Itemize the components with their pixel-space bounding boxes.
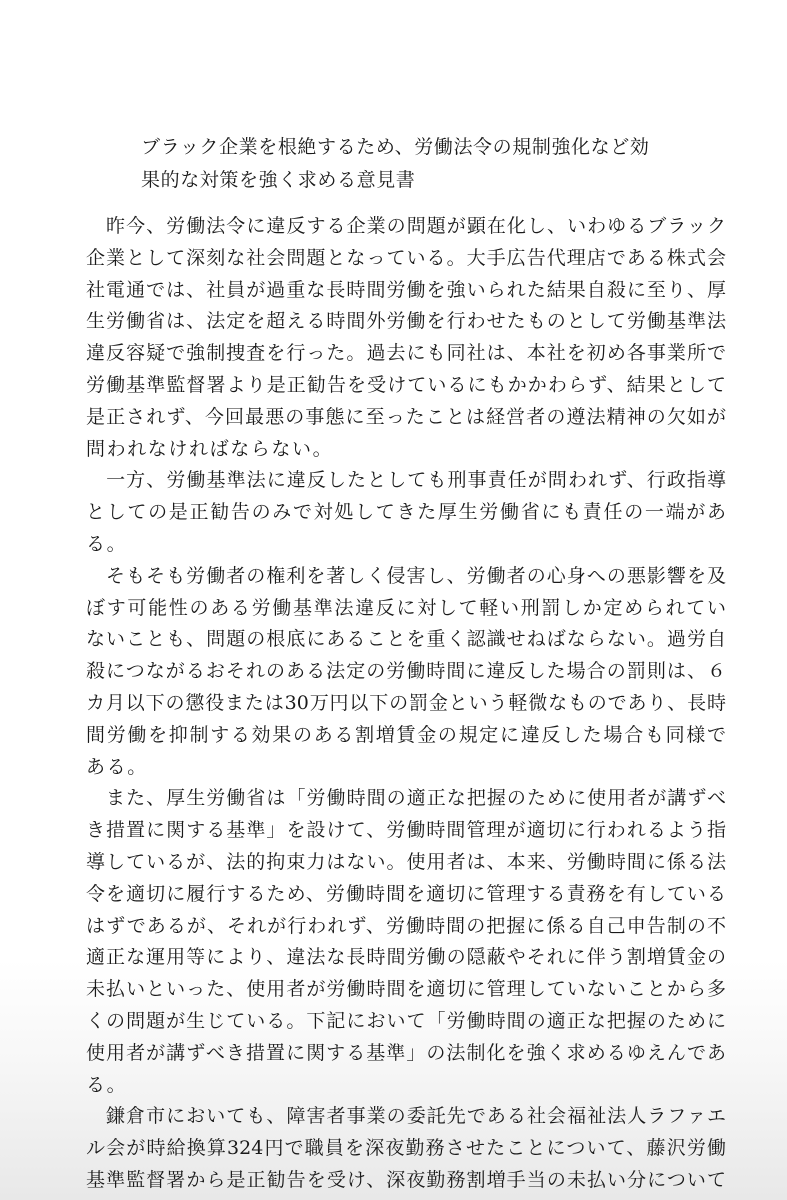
body-line: 令を適切に履行するため、労働時間を適切に管理する責務を有している [86,882,726,905]
body-line: 導しているが、法的拘束力はない。使用者は、本来、労働時間に係る法 [86,850,726,873]
body-line: 使用者が講ずべき措置に関する基準」の法制化を強く求めるゆえんであ [86,1041,726,1064]
body-line: 間労働を抑制する効果のある割増賃金の規定に違反した場合も同様で [86,723,726,746]
document-title [141,131,701,197]
body-line: 一方、労働基準法に違反したとしても刑事責任が問われず、行政指導 [86,469,726,492]
body-line: そもそも労働者の権利を著しく侵害し、労働者の心身への悪影響を及 [86,564,726,587]
body-line: 鎌倉市においても、障害者事業の委託先である社会福祉法人ラファエ [86,1105,726,1128]
title-line: ブラック企業を根絶するため、労働法令の規制強化など効 [141,136,650,158]
body-line: 適正な運用等により、違法な長時間労働の隠蔽やそれに伴う割増賃金の [86,946,726,969]
body-line: 未払いといった、使用者が労働時間を適切に管理していないことから多 [86,978,726,1001]
body-line: 違反容疑で強制捜査を行った。過去にも同社は、本社を初め各事業所で [86,342,726,365]
body-line: 企業として深刻な社会問題となっている。大手広告代理店である株式会 [86,246,726,269]
body-line: 是正されず、今回最悪の事態に至ったことは経営者の遵法精神の欠如が [86,405,726,428]
body-line: 労働基準監督署より是正勧告を受けているにもかかわらず、結果として [86,373,726,396]
body-line: 基準監督署から是正勧告を受け、深夜勤務割増手当の未払い分について [86,1168,726,1191]
body-line: き措置に関する基準」を設けて、労働時間管理が適切に行われるよう指 [86,819,726,842]
title-line: 果的な対策を強く求める意見書 [141,169,416,191]
body-line: ないことも、問題の根底にあることを重く認識せねばならない。過労自 [86,628,726,651]
body-line: 問われなければならない。 [86,437,334,460]
body-line: ある。 [86,755,148,778]
body-line: カ月以下の懲役または30万円以下の罰金という軽微なものであり、長時 [86,691,726,714]
body-line: 昨今、労働法令に違反する企業の問題が顕在化し、いわゆるブラック [86,215,726,237]
body-line: 社電通では、社員が過重な長時間労働を強いられた結果自殺に至り、厚 [86,278,726,301]
body-line: また、厚生労働省は「労働時間の適正な把握のために使用者が講ずべ [86,787,726,810]
body-line: 生労働省は、法定を超える時間外労働を行わせたものとして労働基準法 [86,310,726,333]
body-line: はずであるが、それが行われず、労働時間の把握に係る自己申告制の不 [86,914,726,937]
body-line: ぼす可能性のある労働基準法違反に対して軽い刑罰しか定められてい [86,596,726,619]
body-line: る。 [86,1073,128,1096]
body-line: くの問題が生じている。下記において「労働時間の適正な把握のために [86,1009,726,1032]
document-body [86,211,726,1197]
body-line: る。 [86,532,128,555]
body-line: としての是正勧告のみで対処してきた厚生労働省にも責任の一端があ [86,501,726,524]
body-line: ル会が時給換算324円で職員を深夜勤務させたことについて、藤沢労働 [86,1137,726,1160]
body-line: 殺につながるおそれのある法定の労働時間に違反した場合の罰則は、６ [86,660,726,683]
